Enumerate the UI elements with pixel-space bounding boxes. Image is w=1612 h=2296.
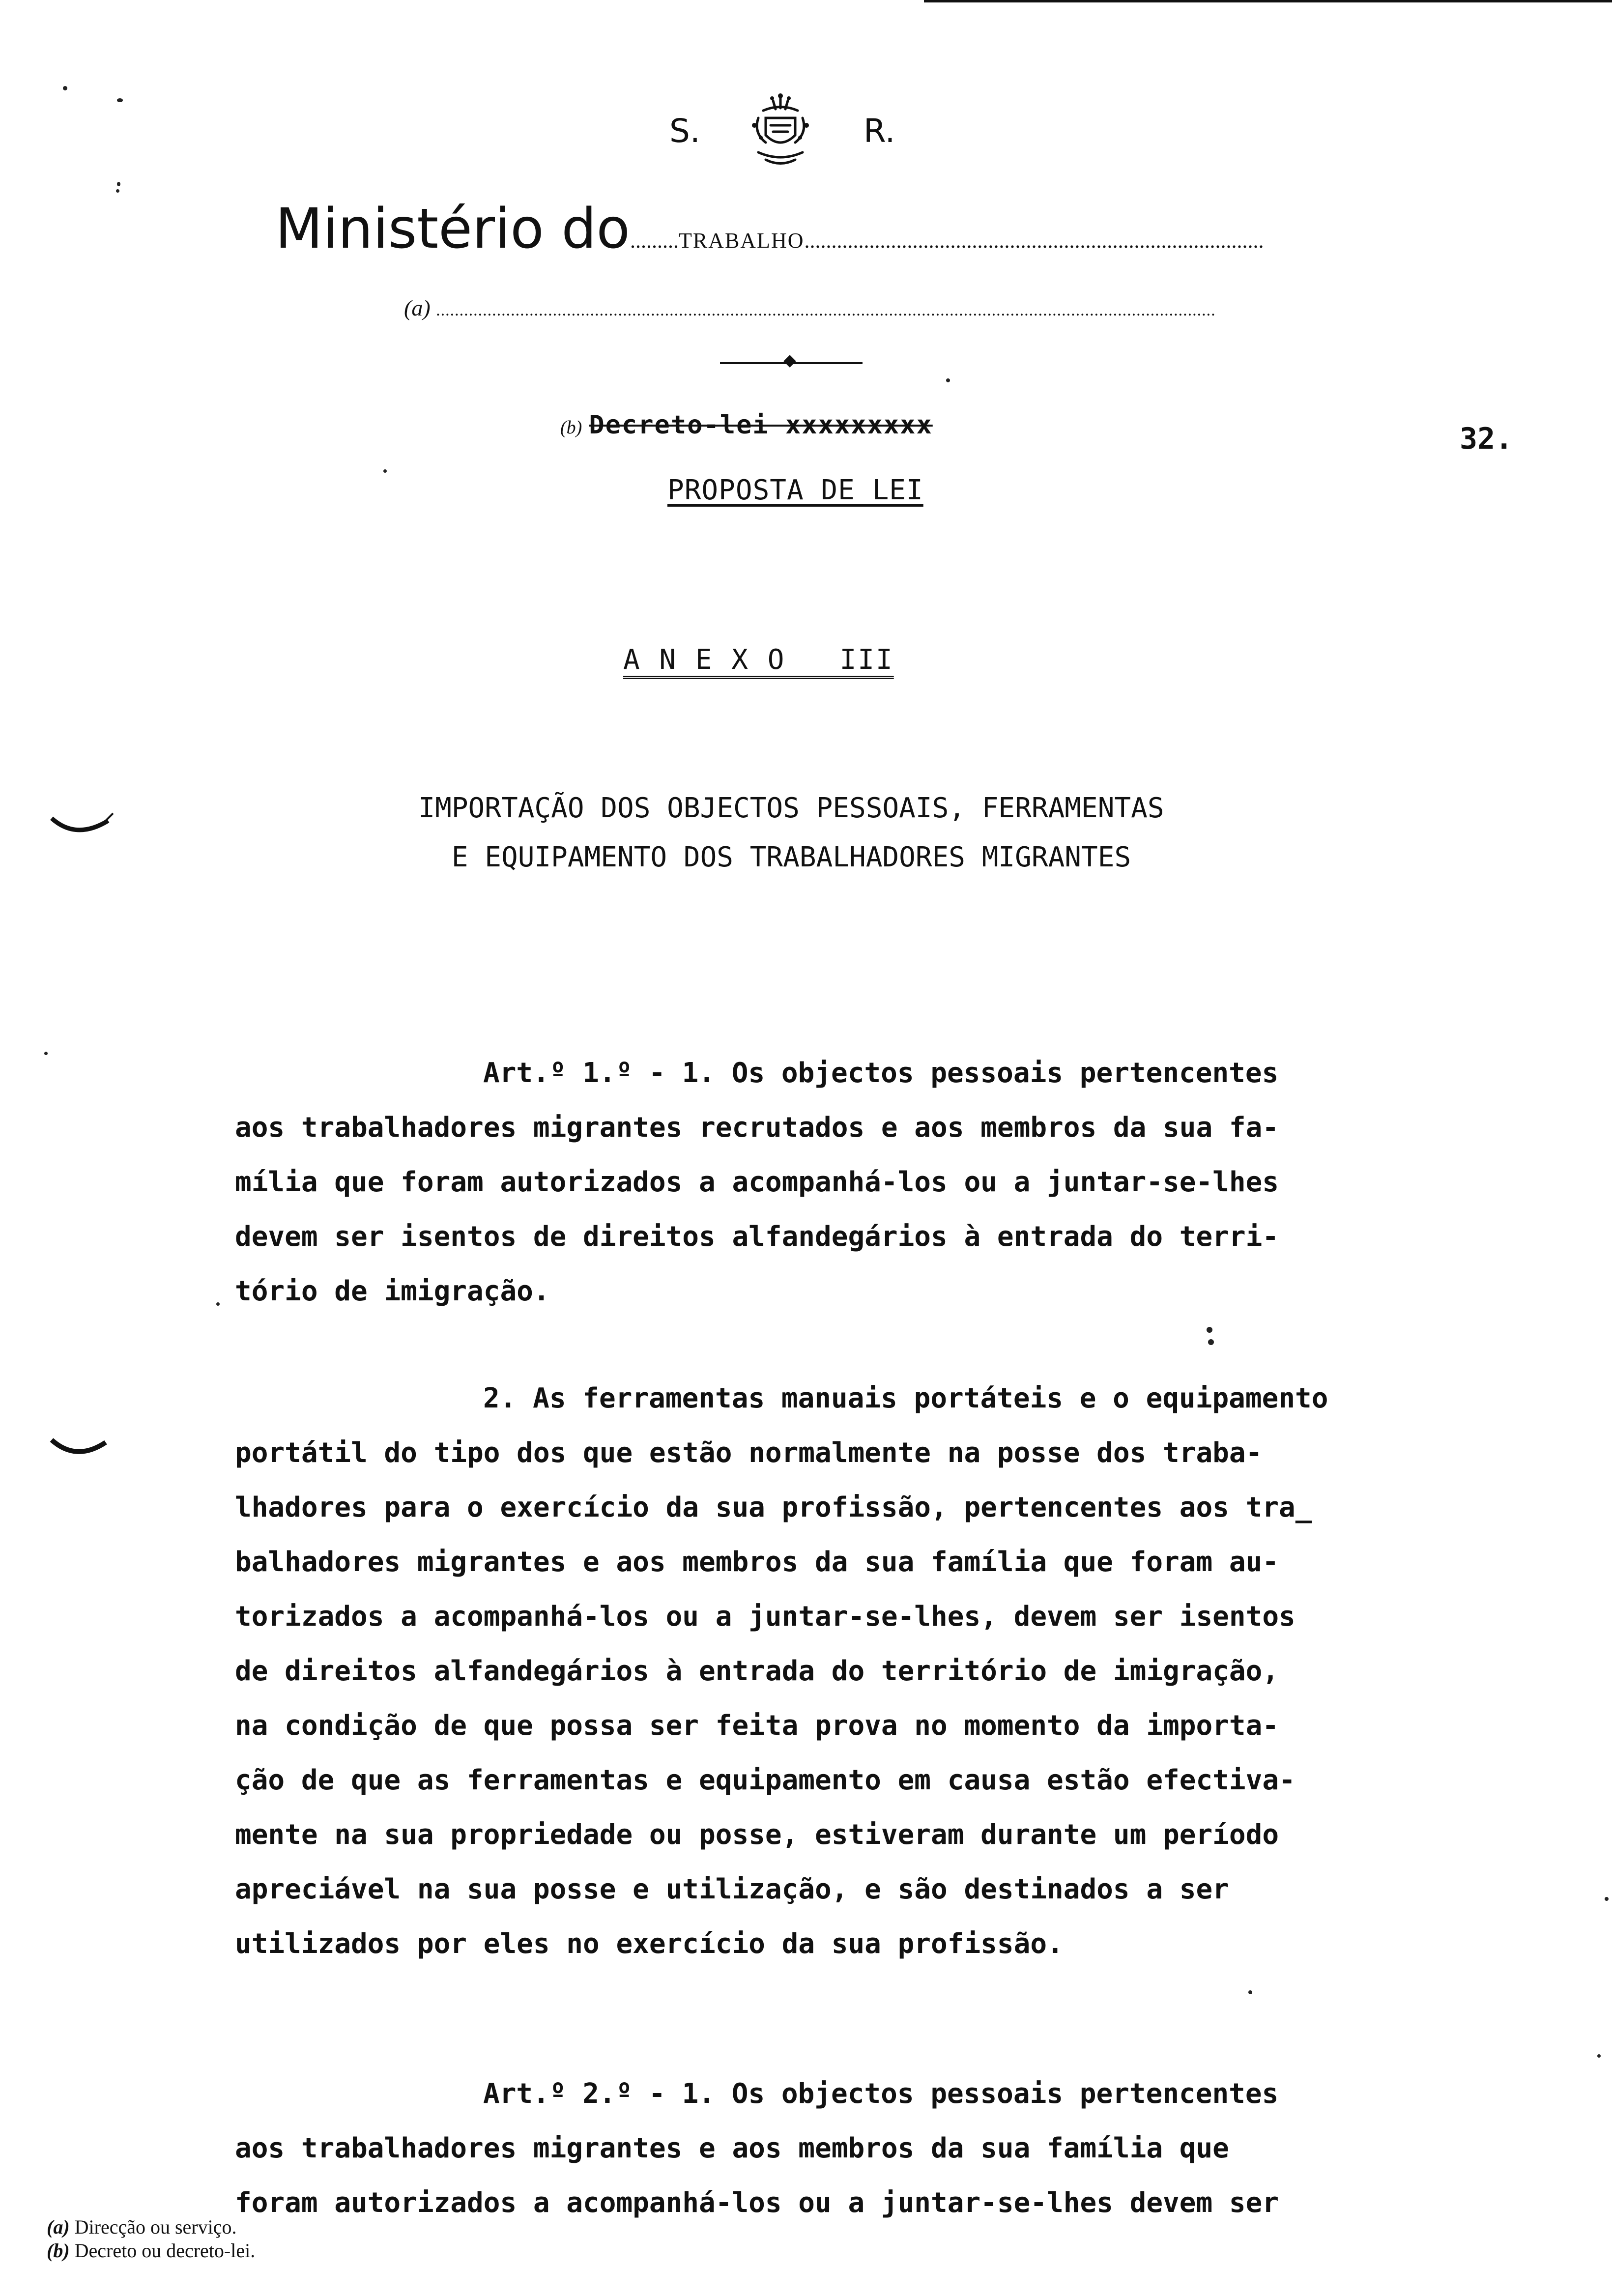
scan-speck xyxy=(383,469,387,473)
scan-speck xyxy=(1605,1897,1609,1901)
scan-speck xyxy=(216,1302,220,1306)
header-letter-r: R. xyxy=(864,112,895,150)
scan-speck xyxy=(44,1052,48,1055)
scan-speck xyxy=(117,182,120,186)
article-1-paragraph-2 xyxy=(235,1371,1577,1971)
footnote-a: (a) Direcção ou serviço. xyxy=(47,2216,237,2238)
top-border-line xyxy=(924,0,1612,2)
scan-speck xyxy=(1248,1990,1252,1994)
scan-speck xyxy=(117,98,123,102)
dotted-leader: ....................................................................................................................................................................... xyxy=(436,301,1216,319)
scan-speck xyxy=(946,378,950,382)
article-2-paragraph-1 xyxy=(235,2066,1577,2230)
struck-out-text: Decreto-lei xxxxxxxxx xyxy=(589,410,933,440)
article-text: As ferramentas manuais portáteis e o equipamento portátil do tipo dos que estão normalmente na posse dos traba- lhadores para o exercício da sua profissão, pertencentes aos tra_ balhadores migrantes e aos membros da sua família que foram au- torizados a acompanhá-los ou a juntar-se-lhes, devem ser isentos de direitos alfandegários à entrada do território de imigração, na condição de que possa ser feita prova no momento da importa- ção de que as ferramentas e equipamento em causa estão efectiva- mente na sua propriedade ou posse, estiveram durante um período apreciável na sua posse e utilização, e são destinados a ser utilizados por eles no exercício da sua profissão. xyxy=(235,1382,1328,1960)
article-lead: Art.º 2.º - 1. xyxy=(483,2078,716,2110)
annex-heading: A N E X O III xyxy=(623,644,894,676)
footnote-b: (b) Decreto ou decreto-lei. xyxy=(47,2239,256,2262)
dotted-leader: ......... xyxy=(630,229,679,253)
scan-speck xyxy=(1208,1339,1214,1345)
page-number: 32. xyxy=(1460,422,1513,456)
ministry-label: Ministério do xyxy=(275,197,630,261)
scan-speck xyxy=(63,86,67,90)
document-title: PROPOSTA DE LEI xyxy=(667,474,923,506)
scan-speck xyxy=(1597,2054,1601,2058)
field-b-line xyxy=(560,410,933,440)
article-text: Os objectos pessoais pertencentes aos trabalhadores migrantes e aos membros da sua família que foram autorizados a acompanhá-los ou a juntar-se-lhes devem ser xyxy=(235,2078,1279,2219)
scan-speck xyxy=(1207,1327,1212,1333)
article-text: Os objectos pessoais pertencentes aos trabalhadores migrantes recrutados e aos membros da sua fa- mília que foram autorizados a acompanhá-los ou a juntar-se-lhes devem ser isentos de direitos alfandegários à entrada do terri- tório de imigração. xyxy=(235,1057,1279,1307)
ministry-line xyxy=(275,197,1264,261)
article-lead: 2. xyxy=(483,1382,517,1414)
coat-of-arms-icon xyxy=(744,88,817,172)
hole-punch-mark xyxy=(49,1430,118,1469)
divider-diamond-icon xyxy=(783,355,796,367)
field-a-marker: (a) xyxy=(404,295,431,320)
article-1-paragraph-1 xyxy=(235,1046,1577,1319)
scan-speck xyxy=(116,189,119,193)
hole-punch-mark xyxy=(49,806,118,845)
subject-line-2: E EQUIPAMENTO DOS TRABALHADORES MIGRANTES xyxy=(451,841,1131,873)
ministry-value: TRABALHO xyxy=(678,229,805,253)
header-letter-s: S. xyxy=(669,112,700,150)
field-a-line xyxy=(404,295,1216,321)
article-lead: Art.º 1.º - 1. xyxy=(483,1057,716,1089)
subject-line-1: IMPORTAÇÃO DOS OBJECTOS PESSOAIS, FERRAMENTAS xyxy=(418,792,1164,824)
field-b-marker: (b) xyxy=(560,417,582,438)
footnotes xyxy=(47,2215,255,2263)
annex-subject xyxy=(275,784,1307,882)
dotted-leader: ..................................................................................... xyxy=(804,229,1264,253)
